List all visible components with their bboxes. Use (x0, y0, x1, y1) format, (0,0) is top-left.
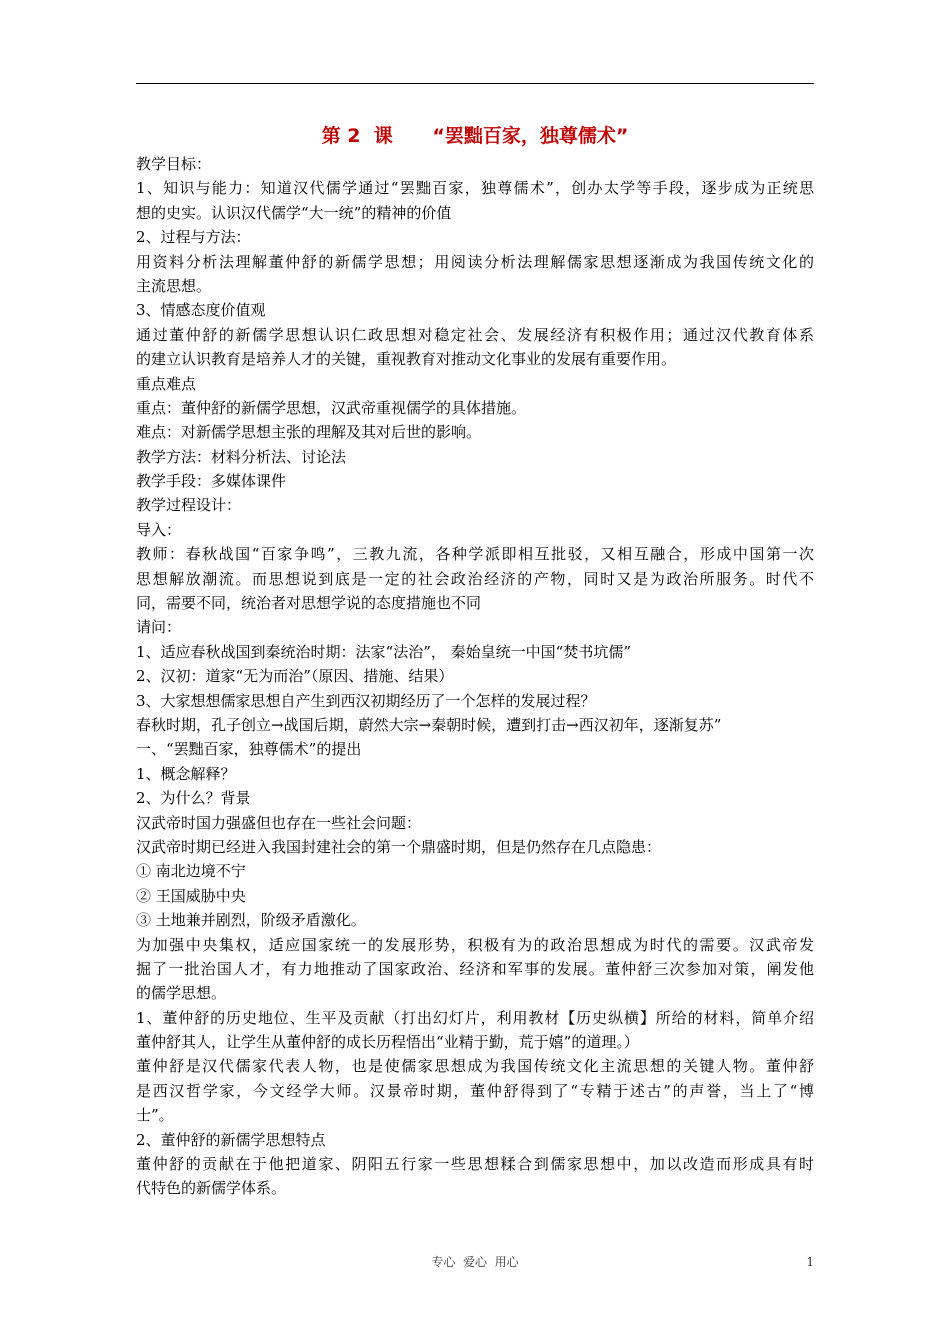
text-line: 2、汉初：道家“无为而治”（原因、措施、结果） (136, 667, 454, 686)
text-line: 想的史实。认识汉代儒学“大一统”的精神的价值 (136, 203, 452, 222)
text-line: 3、大家想想儒家思想自产生到西汉初期经历了一个怎样的发展过程？ (136, 691, 596, 710)
text-line: 教师：春秋战国“百家争鸣”，三教九流，各种学派即相互批驳，又相互融合，形成中国第一次 (136, 545, 814, 564)
text-line: 思想解放潮流。而思想说到底是一定的社会政治经济的产物，同时又是为政治所服务。时代不 (136, 569, 814, 588)
text-line: 通过董仲舒的新儒学思想认识仁政思想对稳定社会、发展经济有积极作用；通过汉代教育体系 (136, 325, 814, 344)
text-line: 汉武帝时国力强盛但也存在一些社会问题： (136, 813, 422, 832)
text-line: 2、为什么？背景 (136, 789, 251, 808)
text-line: 掘了一批治国人才，有力地推动了国家政治、经济和军事的发展。董仲舒三次参加对策，阐发他 (136, 959, 814, 978)
footer-motto: 专心 爱心 用心 (431, 1255, 519, 1269)
text-line: 请问： (136, 618, 182, 637)
text-line: 代特色的新儒学体系。 (136, 1179, 287, 1198)
text-line: 士”。 (136, 1106, 174, 1125)
text-line: 是西汉哲学家，今文经学大师。汉景帝时期，董仲舒得到了“专精于述古”的声誉，当上了“博 (136, 1081, 814, 1100)
text-line: 的儒学思想。 (136, 984, 227, 1003)
page-footer (0, 1252, 950, 1276)
lesson-title: 第 2 课 “罢黜百家，独尊儒术” (321, 125, 629, 147)
text-line: 1、适应春秋战国到秦统治时期：法家“法治”， 秦始皇统一中国“焚书坑儒” (136, 642, 631, 661)
text-line: 3、情感态度价值观 (136, 301, 266, 320)
text-line: 教学目标： (136, 155, 212, 173)
text-line: 导入： (136, 520, 182, 539)
text-line: 汉武帝时期已经进入我国封建社会的第一个鼎盛时期，但是仍然存在几点隐患： (136, 837, 662, 856)
page-number: 1 (806, 1255, 814, 1269)
text-line: ③ 土地兼并剧烈，阶级矛盾激化。 (136, 911, 366, 930)
text-line: 难点：对新儒学思想主张的理解及其对后世的影响。 (136, 423, 482, 442)
text-line: ② 王国威胁中央 (136, 886, 246, 905)
header-rule (136, 83, 814, 84)
text-line: 同，需要不同，统治者对思想学说的态度措施也不同 (136, 594, 482, 613)
text-line: 为加强中央集权，适应国家统一的发展形势，积极有为的政治思想成为时代的需要。汉武帝发 (136, 935, 814, 954)
text-line: 主流思想。 (136, 276, 212, 295)
text-line: 教学过程设计： (136, 496, 242, 515)
text-line: 用资料分析法理解董仲舒的新儒学思想；用阅读分析法理解儒家思想逐渐成为我国传统文化的 (136, 252, 814, 271)
text-line: 2、过程与方法： (136, 228, 251, 247)
text-line: 重点难点 (136, 374, 197, 393)
document-body (136, 152, 814, 1201)
text-line: 春秋时期，孔子创立→战国后期，蔚然大宗→秦朝时候，遭到打击→西汉初年，逐渐复苏” (136, 715, 722, 734)
text-line: 1、知识与能力：知道汉代儒学通过“罢黜百家，独尊儒术”，创办太学等手段，逐步成为正统思 (136, 179, 814, 198)
text-line: 董仲舒是汉代儒家代表人物，也是使儒家思想成为我国传统文化主流思想的关键人物。董仲舒 (136, 1057, 814, 1076)
text-line: 的建立认识教育是培养人才的关键，重视教育对推动文化事业的发展有重要作用。 (136, 350, 677, 369)
text-line: 1、董仲舒的历史地位、生平及贡献（打出幻灯片，利用教材【历史纵横】所给的材料，简单介绍 (136, 1008, 814, 1027)
text-line: 董仲舒的贡献在于他把道家、阴阳五行家一些思想糅合到儒家思想中，加以改造而形成具有时 (136, 1155, 814, 1174)
text-line: ① 南北边境不宁 (136, 862, 246, 881)
text-line: 一、“罢黜百家，独尊儒术”的提出 (136, 740, 362, 759)
text-line: 2、董仲舒的新儒学思想特点 (136, 1130, 326, 1149)
text-line: 教学方法：材料分析法、讨论法 (136, 447, 347, 466)
text-line: 1、概念解释？ (136, 764, 236, 783)
text-line: 董仲舒其人，让学生从董仲舒的成长历程悟出“业精于勤，荒于嬉”的道理。） (136, 1033, 639, 1052)
text-line: 教学手段：多媒体课件 (136, 472, 287, 491)
text-line: 重点：董仲舒的新儒学思想，汉武帝重视儒学的具体措施。 (136, 398, 527, 417)
